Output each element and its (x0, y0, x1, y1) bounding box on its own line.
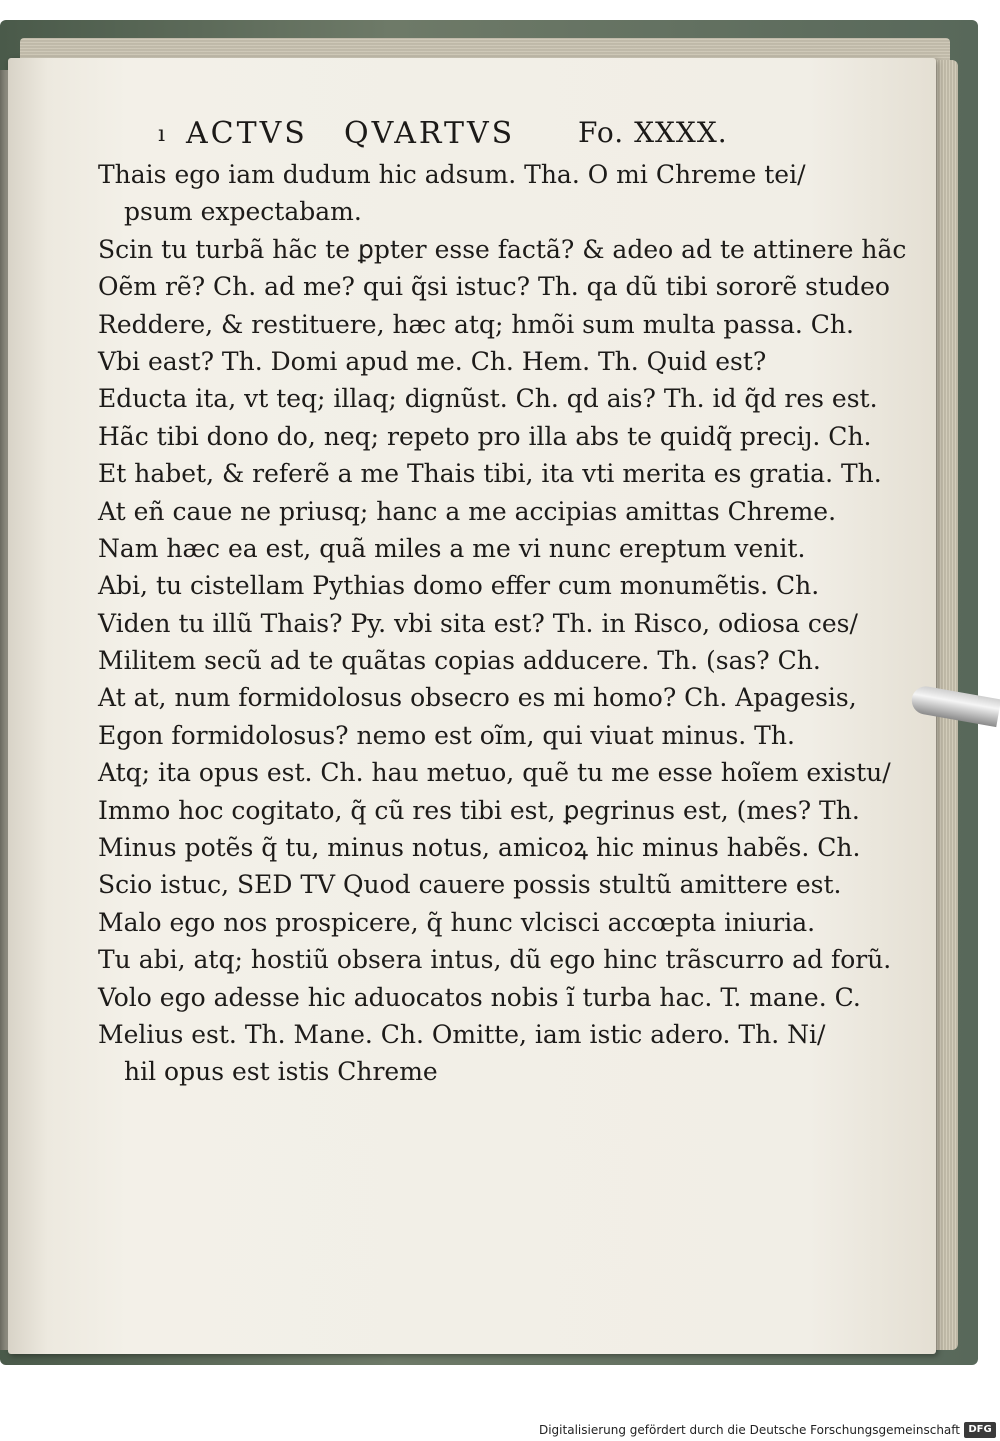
text-line: Immo hoc cogitato, q̃ cũ res tibi est, ꝑegrinus est, (mes? Th. (98, 795, 860, 825)
text-line: psum expectabam. (124, 197, 362, 227)
text-line: Egon formidolosus? nemo est oĩm, qui viuat minus. Th. (98, 720, 795, 750)
funding-credit: Digitalisierung gefördert durch die Deutsche Forschungsgemeinschaft (538, 1423, 960, 1437)
text-line: Nam hæc ea est, quã miles a me vi nunc ereptum venit. (98, 533, 806, 563)
dfg-logo: DFG (964, 1422, 996, 1438)
text-line: Oẽm rẽ? Ch. ad me? qui q̃si istuc? Th. qa dũ tibi sororẽ studeo (98, 272, 890, 302)
text-line: At at, num formidolosus obsecro es mi homo? Ch. Apagesis, (98, 683, 857, 713)
text-line: Militem secũ ad te quãtas copias adducere. Th. (sas? Ch. (98, 646, 821, 676)
running-header (158, 116, 748, 156)
text-line: Hãc tibi dono do, neq; repeto pro illa abs te quidq̃ preciȷ. Ch. (98, 421, 872, 451)
margin-mark: ı (158, 122, 166, 147)
text-line: Atq; ita opus est. Ch. hau metuo, quẽ tu me esse hoĩem existu/ (98, 758, 891, 788)
text-line: Abi, tu cistellam Pythias domo effer cum monumẽtis. Ch. (98, 571, 820, 601)
text-line: Viden tu illũ Thais? Py. vbi sita est? Th. in Risco, odiosa ces/ (98, 608, 858, 638)
header-act-number: QVARTVS (344, 116, 516, 151)
page-text-block (98, 156, 907, 1091)
text-line: hil opus est istis Chreme (124, 1057, 438, 1087)
text-line: Vbi east? Th. Domi apud me. Ch. Hem. Th. Quid est? (98, 346, 767, 376)
footer-bar (0, 1420, 1000, 1441)
text-line: Scin tu turbã hãc te ꝑpter esse factã? & adeo ad te attinere hãc (98, 234, 907, 264)
text-line: Et habet, & referẽ a me Thais tibi, ita vti merita es gratia. Th. (98, 459, 882, 489)
text-line: Minus potẽs q̃ tu, minus notus, amicoꝝ hic minus habẽs. Ch. (98, 833, 861, 863)
text-line: Reddere, & restituere, hæc atq; hmõi sum multa passa. Ch. (98, 309, 854, 339)
text-line: Tu abi, atq; hostiũ obsera intus, dũ ego hinc trãscurro ad forũ. (98, 945, 892, 975)
header-act: ACTVS (186, 116, 308, 151)
text-line: Malo ego nos prospicere, q̃ hunc vlcisci accœpta iniuria. (98, 907, 816, 937)
text-line: Melius est. Th. Mane. Ch. Omitte, iam istic adero. Th. Ni/ (98, 1019, 826, 1049)
text-line: Thais ego iam dudum hic adsum. Tha. O mi Chreme tei/ (98, 160, 806, 189)
text-line: Volo ego adesse hic aduocatos nobis ĩ turba hac. T. mane. C. (98, 982, 861, 1012)
text-line: Scio istuc, SED TV Quod cauere possis stultũ amittere est. (98, 870, 842, 900)
text-line: Educta ita, vt teq; illaq; dignũst. Ch. qd ais? Th. id q̃d res est. (98, 384, 878, 414)
folio-number: Fo. XXXX. (578, 116, 728, 149)
text-line: At eñ caue ne priusq; hanc a me accipias amittas Chreme. (98, 496, 837, 526)
